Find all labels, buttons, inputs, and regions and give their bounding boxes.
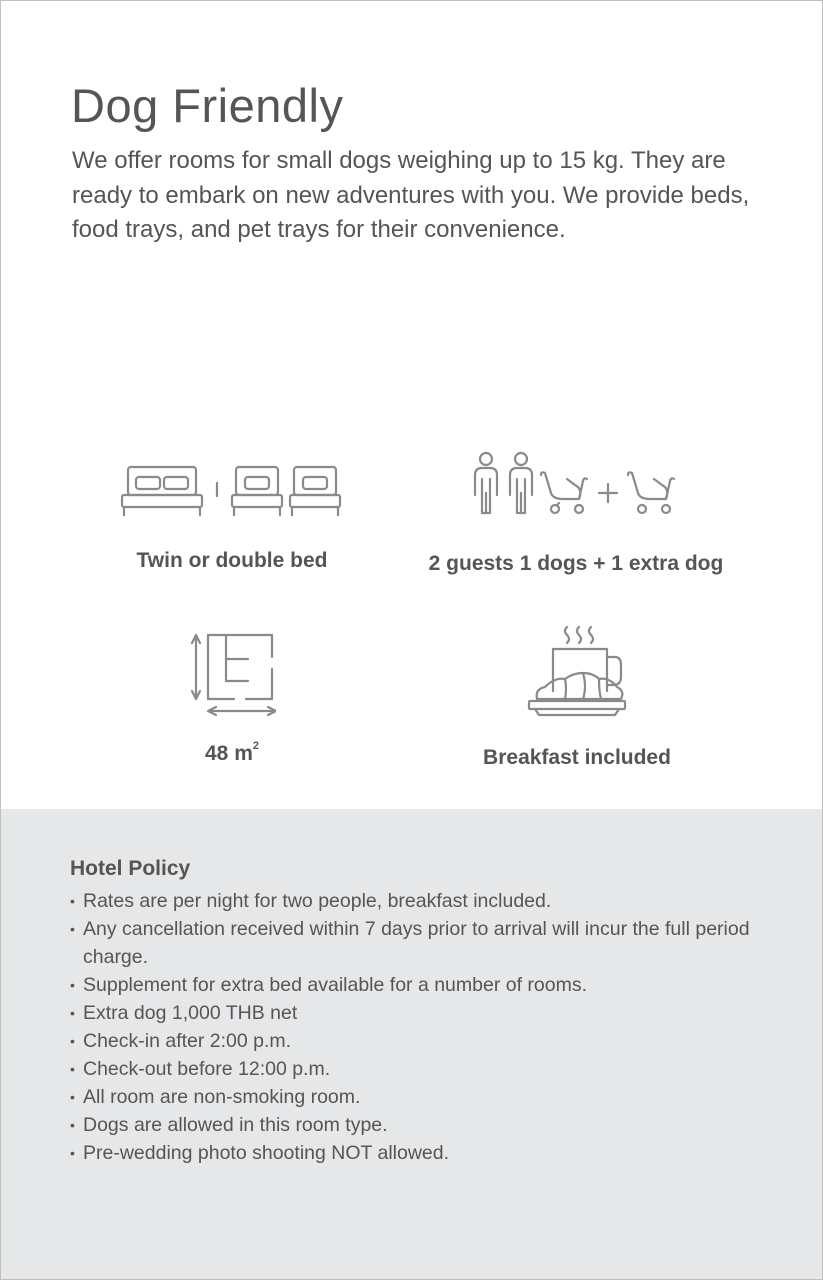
list-item: • Rates are per night for two people, breakfast included.	[70, 887, 770, 915]
page-title: Dog Friendly	[71, 79, 344, 132]
policy-list	[70, 887, 770, 1167]
intro-text: We offer rooms for small dogs weighing up to 15 kg. They are ready to embark on new adventures with you. We provide beds, food trays, and pet trays for their convenience.	[72, 147, 750, 243]
list-item: • All room are non-smoking room.	[70, 1083, 770, 1111]
policy-heading: Hotel Policy	[70, 857, 191, 880]
breakfast-icon	[527, 621, 627, 721]
size-label	[151, 742, 313, 766]
guests-label: 2 guests 1 dogs + 1 extra dog	[428, 552, 724, 575]
feature-bed	[101, 459, 363, 573]
hotel-policy-section	[1, 809, 822, 1279]
bed-icon	[120, 459, 344, 521]
breakfast-label: Breakfast included	[483, 746, 671, 769]
list-item: • Pre-wedding photo shooting NOT allowed.	[70, 1139, 770, 1167]
size-value: 48 m	[205, 742, 253, 765]
guests-dog-icon	[471, 449, 681, 519]
list-item: • Check-out before 12:00 p.m.	[70, 1055, 770, 1083]
feature-guests	[406, 449, 746, 576]
list-item: • Check-in after 2:00 p.m.	[70, 1027, 770, 1055]
list-item: • Supplement for extra bed available for a number of rooms.	[70, 971, 770, 999]
room-feature-section	[1, 1, 822, 809]
list-item: • Extra dog 1,000 THB net	[70, 999, 770, 1027]
feature-size	[151, 627, 313, 766]
feature-breakfast	[441, 621, 713, 770]
floor-plan-icon	[188, 627, 276, 719]
list-item: • Dogs are allowed in this room type.	[70, 1111, 770, 1139]
bed-label: Twin or double bed	[136, 549, 328, 572]
list-item: • Any cancellation received within 7 days prior to arrival will incur the full period charge.	[70, 915, 770, 971]
size-unit-superscript: 2	[252, 740, 259, 752]
